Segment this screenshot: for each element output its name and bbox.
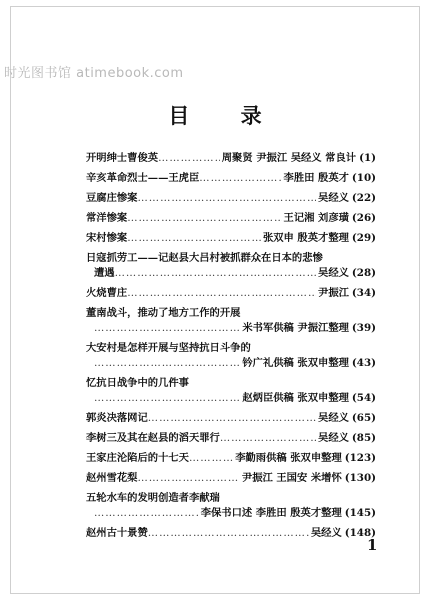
dot-leader bbox=[94, 321, 240, 336]
toc-entry-title: 李树三及其在赵县的滔天罪行 bbox=[86, 432, 220, 444]
toc-entry-title: 开明绅士曹俊英 bbox=[86, 152, 159, 164]
toc-entry-title: 赵州古十景赞 bbox=[86, 527, 148, 539]
toc-entry[interactable] bbox=[86, 251, 376, 281]
toc-entry-page: (1) bbox=[359, 152, 376, 164]
toc-entry-title: 常洋惨案 bbox=[86, 212, 128, 224]
toc-entry-title: 辛亥革命烈士——王虎臣 bbox=[86, 172, 200, 184]
toc-entry-page: (26) bbox=[351, 212, 376, 224]
toc-entry-title: 赵州雪花梨 bbox=[86, 472, 138, 484]
toc-entry-title: 五轮水车的发明创造者李献瑞 bbox=[86, 492, 220, 504]
toc-entry-title: 忆抗日战争中的几件事 bbox=[86, 377, 189, 389]
dot-leader bbox=[148, 526, 309, 541]
toc-entry[interactable] bbox=[86, 431, 376, 446]
dot-leader bbox=[199, 171, 281, 186]
dot-leader bbox=[137, 471, 239, 486]
toc-entry-page: (43) bbox=[351, 357, 376, 369]
toc-entry-title: 郭炎决落网记 bbox=[86, 412, 148, 424]
toc-entry-page: (34) bbox=[351, 287, 376, 299]
toc-entry-author: 吴经义 bbox=[318, 192, 349, 204]
toc-entry-page: (130) bbox=[344, 472, 376, 484]
toc-entry[interactable] bbox=[86, 451, 376, 466]
toc-entry-author: 吴经义 bbox=[318, 432, 349, 444]
toc-entry[interactable] bbox=[86, 191, 376, 206]
dot-leader bbox=[137, 191, 316, 206]
toc-entry[interactable] bbox=[86, 471, 376, 486]
toc-entry-title: 王家庄沦陷后的十七天 bbox=[86, 452, 189, 464]
dot-leader bbox=[127, 231, 261, 246]
toc-entry-title: 董南战斗，推动了地方工作的开展 bbox=[86, 307, 241, 319]
toc-entry[interactable] bbox=[86, 526, 376, 541]
dot-leader bbox=[94, 356, 240, 371]
toc-entry[interactable] bbox=[86, 211, 376, 226]
toc-entry-author: 李勤雨供稿 张双申整理 bbox=[235, 452, 342, 464]
toc-entry-author: 尹振江 王国安 米增怀 bbox=[241, 472, 342, 484]
toc-entry-page: (145) bbox=[344, 507, 376, 519]
toc-entry-page: (29) bbox=[351, 232, 376, 244]
toc-entry[interactable] bbox=[86, 171, 376, 186]
toc-entry-page: (54) bbox=[351, 392, 376, 404]
dot-leader bbox=[94, 391, 240, 406]
toc-entry[interactable] bbox=[86, 376, 376, 406]
toc-entry-title: 日寇抓劳工——记赵县大吕村被抓群众在日本的悲惨 bbox=[86, 252, 323, 264]
toc-entry-title: 大安村是怎样开展与坚持抗日斗争的 bbox=[86, 342, 251, 354]
watermark: 时光图书馆 atimebook.com bbox=[4, 66, 184, 81]
dot-leader bbox=[189, 451, 233, 466]
toc-entry-author: 吴经义 bbox=[310, 527, 342, 539]
toc-entry[interactable] bbox=[86, 286, 376, 301]
toc-entry-title-continued: 遭遇 bbox=[94, 267, 115, 279]
toc-entry-author: 张双申 殷英才整理 bbox=[262, 232, 349, 244]
page-number: 1 bbox=[367, 536, 378, 554]
toc-entry-author: 吴经义 bbox=[318, 412, 349, 424]
toc-entry-page: (148) bbox=[344, 527, 376, 539]
toc-entry-author: 李胜田 殷英才 bbox=[283, 172, 349, 184]
toc-entry-page: (39) bbox=[351, 322, 376, 334]
dot-leader bbox=[127, 286, 316, 301]
toc-entry-page: (123) bbox=[344, 452, 376, 464]
dot-leader bbox=[158, 151, 220, 166]
dot-leader bbox=[94, 506, 199, 521]
toc-entry-author: 周聚贤 尹振江 吴经义 常良计 bbox=[221, 152, 357, 164]
toc-entry-page: (22) bbox=[351, 192, 376, 204]
table-of-contents bbox=[86, 151, 376, 546]
toc-entry-author: 钤广礼供稿 张双申整理 bbox=[242, 357, 349, 369]
toc-entry-page: (65) bbox=[351, 412, 376, 424]
toc-entry[interactable] bbox=[86, 491, 376, 521]
toc-entry-title: 宋村惨案 bbox=[86, 232, 128, 244]
toc-entry-author: 王记湘 刘彦璜 bbox=[283, 212, 349, 224]
toc-entry-page: (10) bbox=[351, 172, 376, 184]
toc-entry-author: 尹振江 bbox=[318, 287, 349, 299]
toc-entry-title: 豆腐庄惨案 bbox=[86, 192, 138, 204]
dot-leader bbox=[127, 211, 281, 226]
dot-leader bbox=[220, 431, 316, 446]
page-title: 目 录 bbox=[168, 103, 284, 128]
toc-entry-page: (28) bbox=[351, 267, 376, 279]
dot-leader bbox=[115, 266, 316, 281]
toc-entry[interactable] bbox=[86, 341, 376, 371]
toc-entry[interactable] bbox=[86, 151, 376, 166]
toc-entry-author: 米书军供稿 尹振江整理 bbox=[242, 322, 349, 334]
toc-entry-author: 李保书口述 李胜田 殷英才整理 bbox=[200, 507, 342, 519]
toc-entry[interactable] bbox=[86, 306, 376, 336]
toc-entry-title: 火烧曹庄 bbox=[86, 287, 128, 299]
toc-entry-author: 赵炳臣供稿 张双申整理 bbox=[242, 392, 349, 404]
toc-entry[interactable] bbox=[86, 231, 376, 246]
toc-entry[interactable] bbox=[86, 411, 376, 426]
dot-leader bbox=[148, 411, 316, 426]
toc-entry-page: (85) bbox=[351, 432, 376, 444]
toc-entry-author: 吴经义 bbox=[318, 267, 349, 279]
